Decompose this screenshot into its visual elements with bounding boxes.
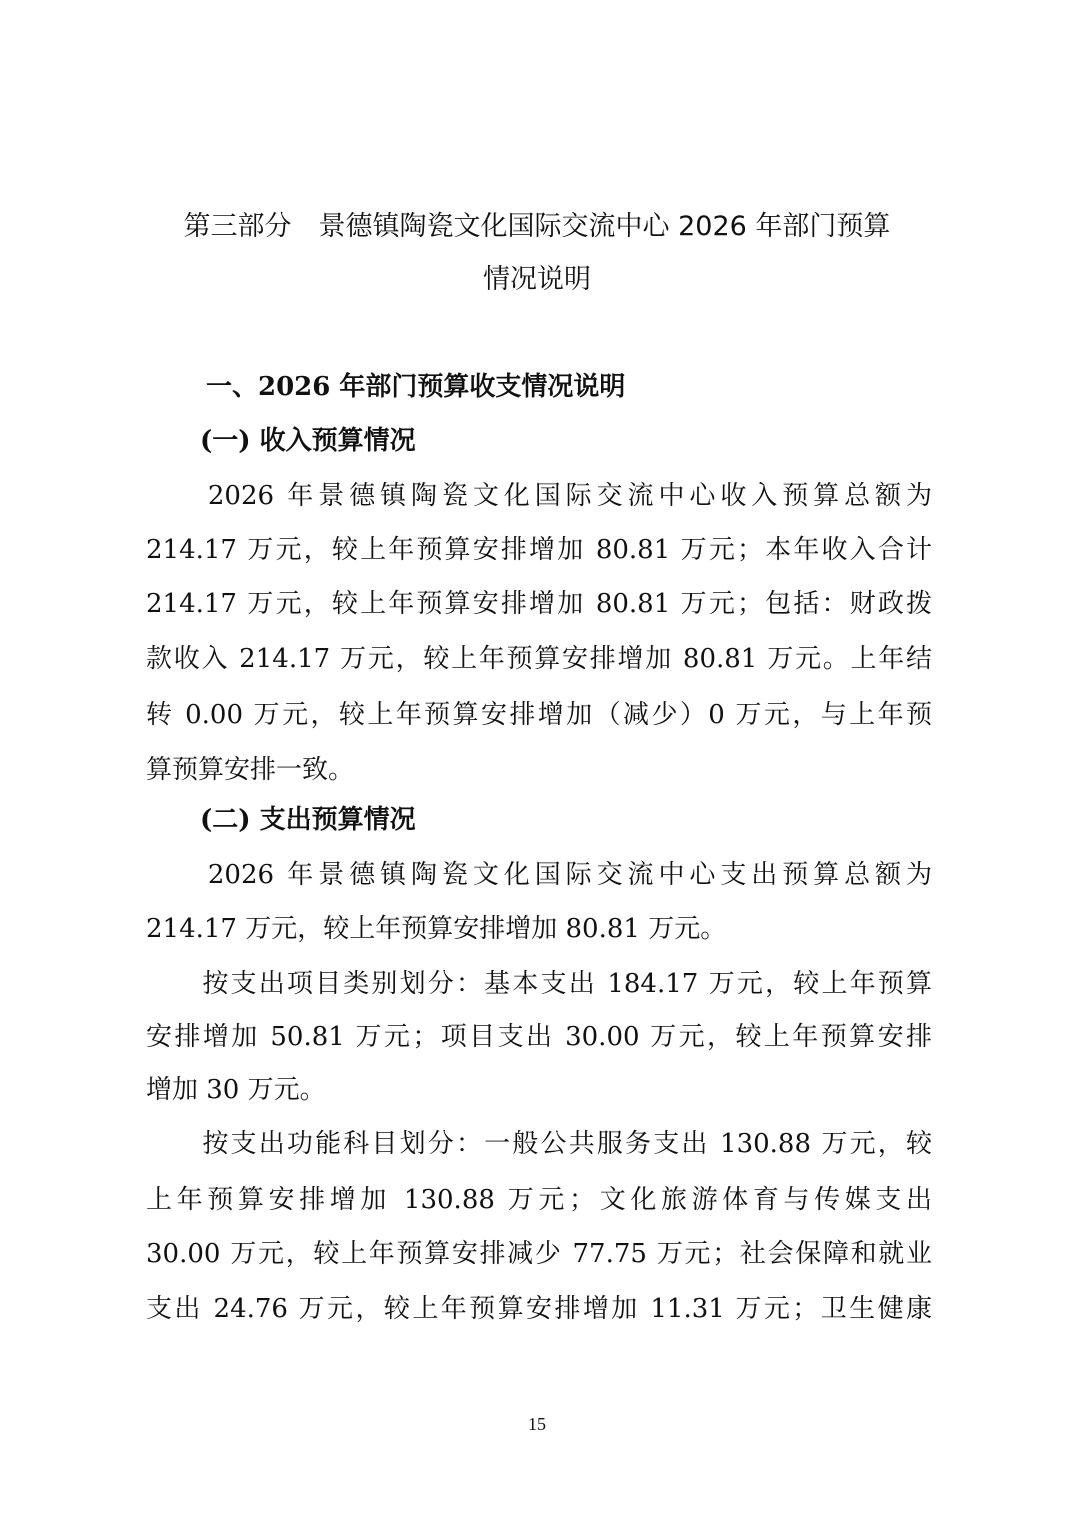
paragraph-line: 214.17 万元，较上年预算安排增加 80.81 万元；本年收入合计	[146, 535, 932, 565]
paragraph-line: 按支出功能科目划分：一般公共服务支出 130.88 万元，较	[146, 1129, 932, 1159]
paragraph-line: 按支出项目类别划分：基本支出 184.17 万元，较上年预算	[146, 969, 932, 999]
paragraph-line: 2026 年景德镇陶瓷文化国际交流中心支出预算总额为	[146, 860, 932, 890]
subsection-heading-income: (一) 收入预算情况	[200, 426, 416, 456]
paragraph-line: 算预算安排一致。	[146, 755, 355, 785]
paragraph-line: 214.17 万元，较上年预算安排增加 80.81 万元；包括：财政拨	[146, 589, 932, 619]
paragraph-line: 转 0.00 万元，较上年预算安排增加（减少）0 万元，与上年预	[146, 700, 932, 730]
paragraph-line: 30.00 万元，较上年预算安排减少 77.75 万元；社会保障和就业	[146, 1239, 932, 1269]
paragraph-line: 2026 年景德镇陶瓷文化国际交流中心收入预算总额为	[146, 481, 932, 511]
paragraph-line: 支出 24.76 万元，较上年预算安排增加 11.31 万元；卫生健康	[146, 1294, 932, 1324]
page-title: 第三部分 景德镇陶瓷文化国际交流中心 2026 年部门预算	[183, 211, 891, 242]
paragraph-line: 安排增加 50.81 万元；项目支出 30.00 万元，较上年预算安排	[146, 1022, 932, 1052]
paragraph-line: 214.17 万元，较上年预算安排增加 80.81 万元。	[146, 914, 727, 944]
paragraph-line: 款收入 214.17 万元，较上年预算安排增加 80.81 万元。上年结	[146, 644, 932, 674]
paragraph-line: 上年预算安排增加 130.88 万元；文化旅游体育与传媒支出	[146, 1185, 932, 1215]
section-heading: 一、2026 年部门预算收支情况说明	[206, 372, 626, 402]
paragraph-line: 增加 30 万元。	[146, 1075, 326, 1105]
page-title-line2: 情况说明	[483, 264, 591, 295]
subsection-heading-expense: (二) 支出预算情况	[200, 805, 416, 835]
page-number: 15	[528, 1414, 546, 1434]
